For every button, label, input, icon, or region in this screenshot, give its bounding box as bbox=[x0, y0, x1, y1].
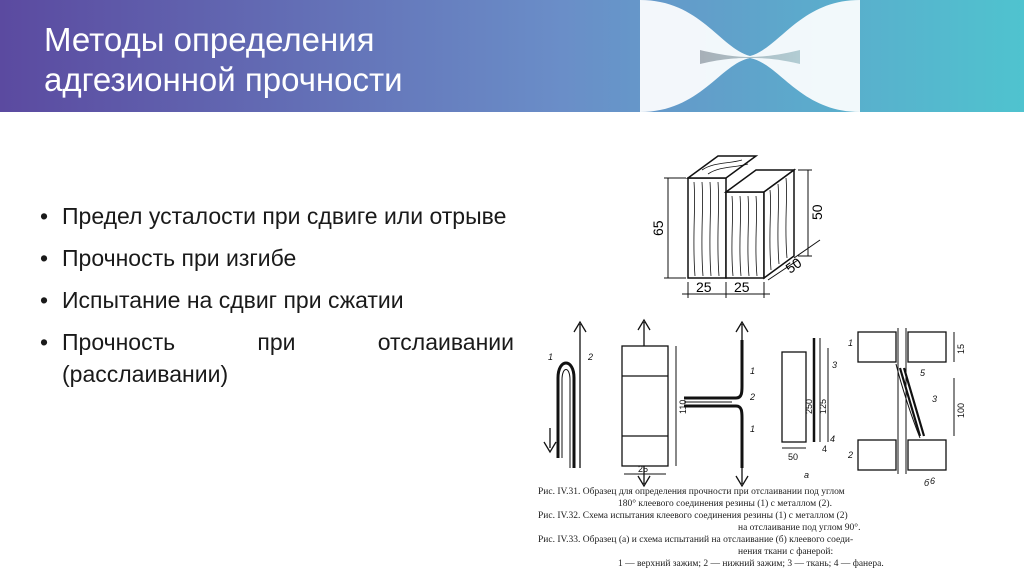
label-n1-d: 1 bbox=[848, 338, 854, 348]
label-n5: 5 bbox=[920, 368, 926, 378]
bullet-item bbox=[40, 284, 514, 316]
caption-1-line-2: 180° клеевого соединения резины (1) с металлом (2). bbox=[618, 499, 832, 509]
dim-250: 250 bbox=[804, 398, 814, 414]
bullet-text: Испытание на сдвиг при сжатии bbox=[62, 287, 404, 313]
dim-125: 125 bbox=[818, 398, 828, 414]
title-line-1: Методы определения bbox=[44, 21, 375, 58]
dim-height-left: 65 bbox=[650, 220, 666, 236]
bullet-text: Прочность при изгибе bbox=[62, 245, 297, 271]
dim-width-a: 25 bbox=[696, 279, 712, 295]
wood-block-figure bbox=[652, 148, 852, 308]
label-n1-b: 1 bbox=[750, 366, 756, 376]
bullet-dot: • bbox=[40, 203, 49, 229]
label-n2-b: 2 bbox=[750, 392, 756, 402]
bullet-item bbox=[40, 200, 514, 232]
label-n6: 6 bbox=[930, 476, 936, 486]
dim-110: 110 bbox=[678, 399, 688, 414]
dim-50: 50 bbox=[788, 452, 799, 462]
label-n4: 4 bbox=[830, 434, 836, 444]
caption-2-line-2: на отслаивание под углом 90°. bbox=[738, 523, 861, 533]
bullet-dot: • bbox=[40, 245, 49, 271]
label-n3-d: 3 bbox=[932, 394, 938, 404]
dim-25: 25 bbox=[638, 464, 649, 474]
bullet-item bbox=[40, 326, 514, 390]
caption-1-line-1: Рис. IV.31. Образец для определения прочности при отслаивании под углом bbox=[538, 487, 845, 497]
label-n1-c: 1 bbox=[750, 424, 756, 434]
bullet-text: Прочность при отслаивании (расслаивании) bbox=[62, 329, 514, 387]
label-letter-a: а bbox=[804, 470, 810, 480]
label-n1-a: 1 bbox=[548, 352, 554, 362]
dim-15: 15 bbox=[956, 343, 966, 354]
caption-3-line-2: нения ткани с фанерой: bbox=[738, 547, 834, 557]
peel-test-figure bbox=[536, 318, 968, 488]
slide-title bbox=[44, 20, 403, 100]
bullet-list bbox=[40, 200, 514, 400]
caption-3-line-3: 1 — верхний зажим; 2 — нижний зажим; 3 — ткань; 4 — фанера. bbox=[618, 559, 884, 569]
bullet-dot: • bbox=[40, 329, 49, 355]
label-letter-b: б bbox=[924, 478, 930, 488]
title-line-2: адгезионной прочности bbox=[44, 61, 403, 98]
dim-100: 100 bbox=[956, 402, 966, 418]
label-n2-d: 2 bbox=[848, 450, 854, 460]
caption-2-line-1: Рис. IV.32. Схема испытания клеевого соединения резины (1) с металлом (2) bbox=[538, 511, 848, 521]
dim-height-right: 50 bbox=[809, 204, 825, 220]
label-n3: 3 bbox=[832, 360, 838, 370]
bullet-item bbox=[40, 242, 514, 274]
dim-depth: 50 bbox=[782, 254, 805, 277]
dim-width-b: 25 bbox=[734, 279, 750, 295]
bullet-text: Предел усталости при сдвиге или отрыве bbox=[62, 203, 507, 229]
caption-3-line-1: Рис. IV.33. Образец (а) и схема испытаний на отслаивание (б) клеевого соеди- bbox=[538, 535, 854, 545]
bullet-dot: • bbox=[40, 287, 49, 313]
dim-4: 4 bbox=[822, 444, 828, 454]
label-n2-a: 2 bbox=[588, 352, 594, 362]
figure-captions bbox=[538, 486, 978, 570]
